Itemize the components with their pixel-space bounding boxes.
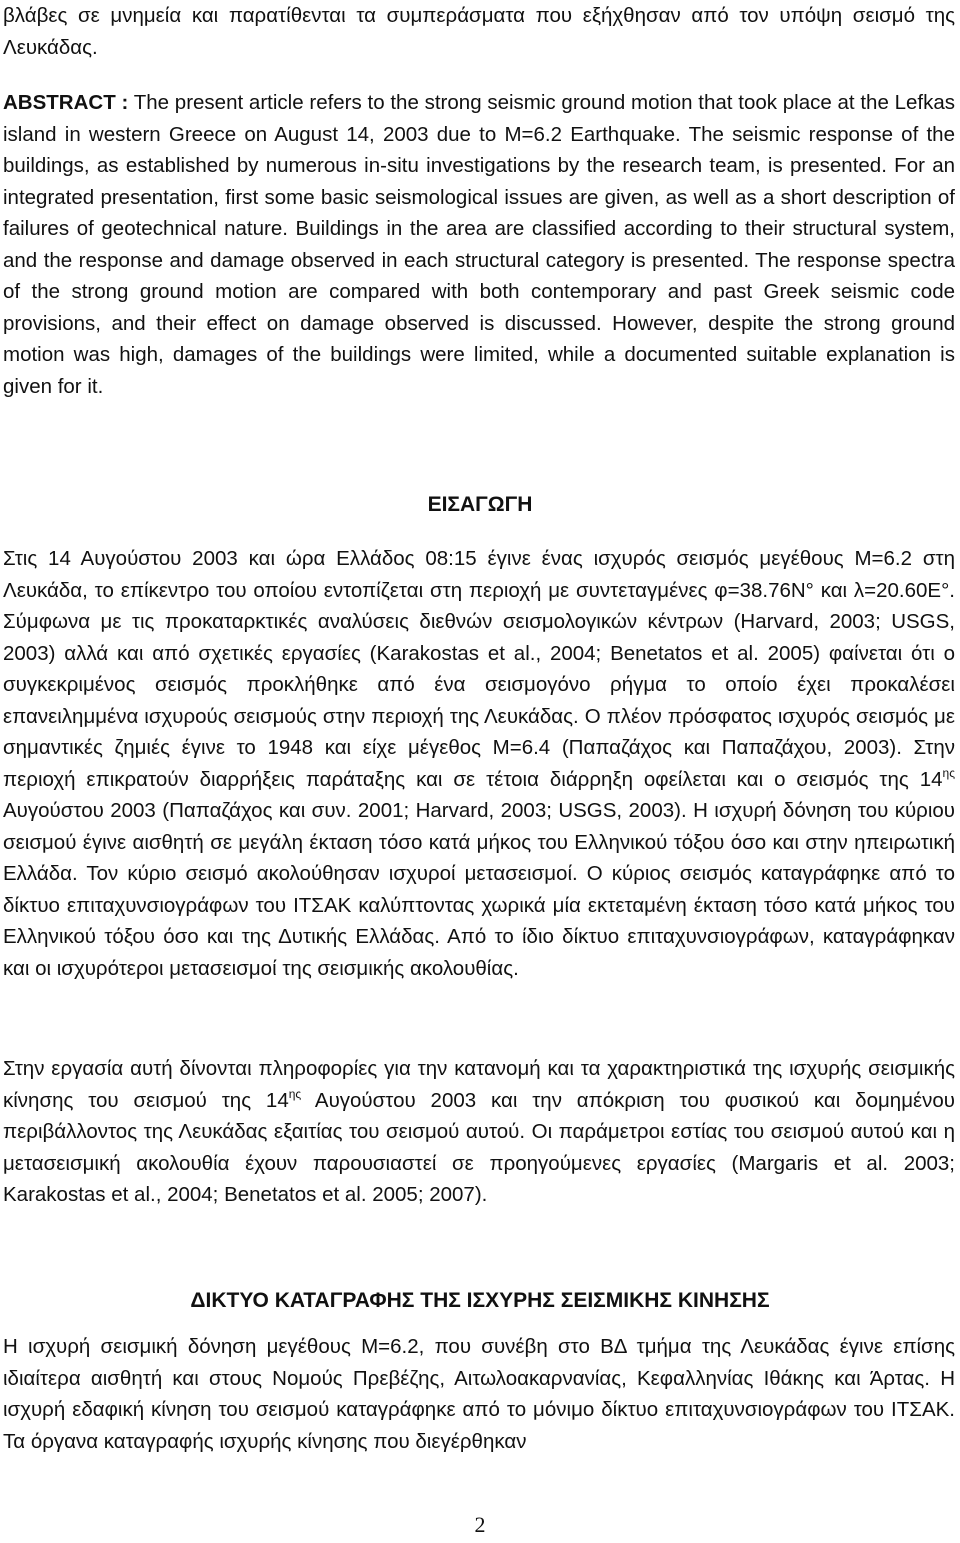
- page-number: 2: [474, 1512, 486, 1537]
- introduction-paragraph-2: [3, 1053, 955, 1211]
- section-title-network: ΔΙΚΤΥΟ ΚΑΤΑΓΡΑΦΗΣ ΤΗΣ ΙΣΧΥΡΗΣ ΣΕΙΣΜΙΚΗΣ ΚΙΝΗΣΗΣ: [190, 1289, 770, 1312]
- abstract-paragraph: [3, 87, 955, 402]
- section-title-introduction: ΕΙΣΑΓΩΓΗ: [427, 493, 533, 516]
- introduction-paragraph-1-part-a: Στις 14 Αυγούστου 2003 και ώρα Ελλάδος 08:15 έγινε ένας ισχυρός σεισμός μεγέθους Μ=6.2 στη Λευκάδα, το επίκεντρο του οποίου εντοπίζεται στη περιοχή με συντεταγμένες φ=38.76Ν° και λ=20.60Ε°. Σύμφωνα με τις προκαταρκτικές αναλύσεις διεθνών σεισμολογικών κέντρων (Harvard, 2003; USGS, 2003) αλλά και από σχετικές εργασίες (Karakostas et al., 2004; Benetatos et al. 2005) φαίνεται ότι ο συγκεκριμένος σεισμός προκλήθηκε από ένα σεισμογόνο ρήγμα το οποίο έχει προκαλέσει επανειλημμένα ισχυρούς σεισμούς στην περιοχή της Λευκάδας. Ο πλέον πρόσφατος ισχυρός σεισμός με σημαντικές ζημιές έγινε το 1948 και είχε μέγεθος Μ=6.4 (Παπαζάχος και Παπαζάχου, 2003). Στην περιοχή επικρατούν διαρρήξεις παράταξης και σε τέτοια διάρρηξη οφείλεται και ο σεισμός της 14: [3, 547, 955, 791]
- abstract-label: ABSTRACT :: [3, 91, 129, 114]
- superscript-ordinal: ης: [288, 1086, 302, 1101]
- introduction-paragraph-2-part-a: Στην εργασία αυτή δίνονται πληροφορίες για την κατανομή και τα χαρακτηριστικά της ισχυρής σεισμικής κίνησης του σεισμού της 14: [3, 1057, 955, 1112]
- introduction-paragraph-1-part-b: Αυγούστου 2003 (Παπαζάχος και συν. 2001; Harvard, 2003; USGS, 2003). Η ισχυρή δόνηση του κύριου σεισμού έγινε αισθητή σε μεγάλη έκταση τόσο κατά μήκος του Ελληνικού τόξου όσο και στην ηπειρωτική Ελλάδα. Τον κύριο σεισμό ακολούθησαν ισχυροί μετασεισμοί. Ο κύριος σεισμός καταγράφηκε από το δίκτυο επιταχυνσιογράφων του ΙΤΣΑΚ καλύπτοντας χωρικά μία εκτεταμένη έκταση τόσο κατά μήκος του Ελληνικού τόξου όσο και της Δυτικής Ελλάδας. Από το ίδιο δίκτυο επιταχυνσιογράφων, καταγράφηκαν και οι ισχυρότεροι μετασεισμοί της σεισμικής ακολουθίας.: [3, 799, 955, 980]
- superscript-ordinal: ης: [942, 765, 955, 780]
- introduction-paragraph-1: [3, 543, 955, 984]
- abstract-text: The present article refers to the strong seismic ground motion that took place at the Lefkas island in western Greece on August 14, 2003 due to M=6.2 Earthquake. The seismic response of the buildings, as established by numerous in-situ investigations by the research team, is presented. For an integrated presentation, first some basic seismological issues are given, as well as a short description of failures of geotechnical nature. Buildings in the area are classified according to their structural system, and the response and damage observed in each structural category is presented. The response spectra of the strong ground motion are compared with both contemporary and past Greek seismic code provisions, and their effect on damage observed is discussed. However, despite the strong ground motion was high, damages of the buildings were limited, while a documented suitable explanation is given for it.: [3, 91, 956, 398]
- intro-fragment: βλάβες σε μνημεία και παρατίθενται τα συμπεράσματα που εξήχθησαν από τον υπόψη σεισμό της Λευκάδας.: [3, 4, 955, 59]
- network-paragraph-1: Η ισχυρή σεισμική δόνηση μεγέθους Μ=6.2, που συνέβη στο ΒΔ τμήμα της Λευκάδας έγινε επίσης ιδιαίτερα αισθητή και στους Νομούς Πρεβέζης, Αιτωλοακαρνανίας, Κεφαλληνίας Ιθάκης και Άρτας. Η ισχυρή εδαφική κίνηση του σεισμού καταγράφηκε από το μόνιμο δίκτυο επιταχυνσιογράφων του ΙΤΣΑΚ. Τα όργανα καταγραφής ισχυρής κίνησης που διεγέρθηκαν: [3, 1335, 955, 1453]
- introduction-paragraph-2-part-b: Αυγούστου 2003 και την απόκριση του φυσικού και δομημένου περιβάλλοντος της Λευκάδας εξαιτίας του σεισμού αυτού. Οι παράμετροι εστίας του σεισμού αυτού και η μετασεισμική ακολουθία έχουν παρουσιαστεί σε προηγούμενες εργασίες (Margaris et al. 2003; Karakostas et al., 2004; Benetatos et al. 2005; 2007).: [3, 1088, 956, 1206]
